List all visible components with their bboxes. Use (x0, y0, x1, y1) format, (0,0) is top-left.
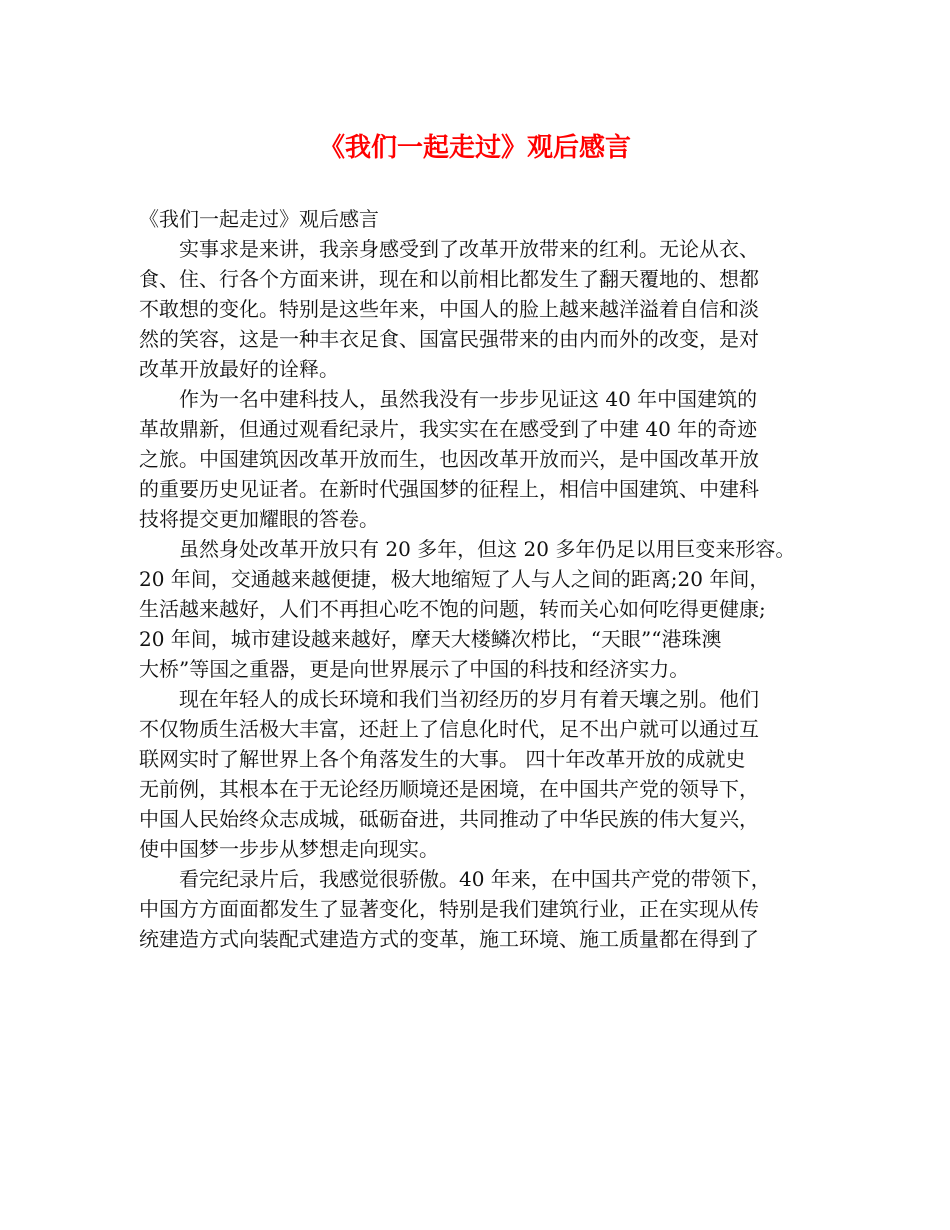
paragraph-line: 大桥”等国之重器，更是向世界展示了中国的科技和经济实力。 (139, 657, 690, 681)
paragraph-line: 作为一名中建科技人，虽然我没有一步步见证这 40 年中国建筑的 (179, 387, 758, 411)
paragraph-line: 食、住、行各个方面来讲，现在和以前相比都发生了翻天覆地的、想都 (139, 267, 759, 291)
paragraph-line: 不仅物质生活极大丰富，还赶上了信息化时代，足不出户就可以通过互 (139, 717, 759, 741)
paragraph-line: 使中国梦一步步从梦想走向现实。 (139, 837, 439, 861)
paragraph-line: 实事求是来讲，我亲身感受到了改革开放带来的红利。无论从衣、 (179, 237, 759, 261)
paragraph-line: 中国方方面面都发生了显著变化，特别是我们建筑行业，正在实现从传 (139, 897, 759, 921)
paragraph-line: 革故鼎新，但通过观看纪录片，我实实在在感受到了中建 40 年的奇迹 (139, 417, 758, 441)
paragraph-line: 的重要历史见证者。在新时代强国梦的征程上，相信中国建筑、中建科 (139, 477, 759, 501)
paragraph-line: 统建造方式向装配式建造方式的变革，施工环境、施工质量都在得到了 (139, 927, 759, 951)
paragraph-line: 联网实时了解世界上各个角落发生的大事。 四十年改革开放的成就史 (139, 747, 746, 771)
paragraph-line: 看完纪录片后，我感觉很骄傲。40 年来，在中国共产党的带领下， (179, 867, 771, 891)
paragraph-line: 20 年间，城市建设越来越好，摩天大楼鳞次栉比，“天眼”“港珠澳 (139, 627, 722, 651)
paragraph-2 (139, 384, 839, 534)
paragraph-line: 20 年间，交通越来越便捷，极大地缩短了人与人之间的距离;20 年间， (139, 567, 770, 591)
document-body (139, 204, 839, 954)
paragraph-line: 不敢想的变化。特别是这些年来，中国人的脸上越来越洋溢着自信和淡 (139, 297, 759, 321)
paragraph-3 (139, 534, 839, 684)
paragraph-line: 生活越来越好，人们不再担心吃不饱的问题，转而关心如何吃得更健康; (139, 597, 766, 621)
paragraph-line: 现在年轻人的成长环境和我们当初经历的岁月有着天壤之别。他们 (179, 687, 759, 711)
paragraph-1 (139, 234, 839, 384)
paragraph-4 (139, 684, 839, 864)
paragraph-line: 之旅。中国建筑因改革开放而生，也因改革开放而兴，是中国改革开放 (139, 447, 759, 471)
paragraph-line: 改革开放最好的诠释。 (139, 357, 339, 381)
paragraph-line: 然的笑容，这是一种丰衣足食、国富民强带来的由内而外的改变，是对 (139, 327, 759, 351)
paragraph-5 (139, 864, 839, 954)
paragraph-line: 技将提交更加耀眼的答卷。 (139, 507, 379, 531)
document-subtitle: 《我们一起走过》观后感言 (139, 207, 379, 231)
document-title: 《我们一起走过》观后感言 (318, 133, 631, 163)
paragraph-line: 无前例，其根本在于无论经历顺境还是困境，在中国共产党的领导下， (139, 777, 759, 801)
paragraph-line: 中国人民始终众志成城，砥砺奋进，共同推动了中华民族的伟大复兴， (139, 807, 759, 831)
paragraph-line: 虽然身处改革开放只有 20 多年，但这 20 多年仍足以用巨变来形容。 (179, 537, 796, 561)
